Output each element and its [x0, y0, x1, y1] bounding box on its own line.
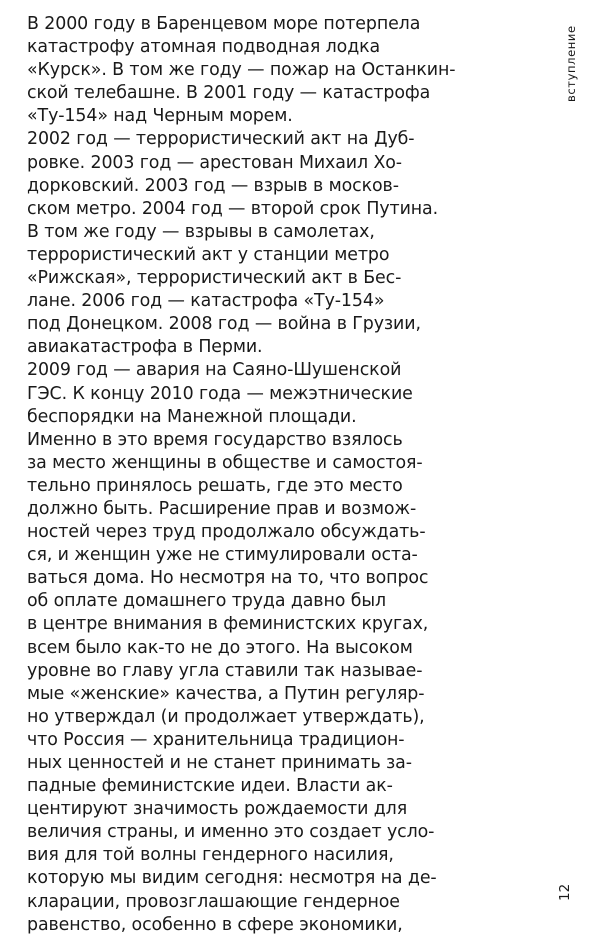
text-line: в центре внимания в феминистских кругах,: [27, 614, 429, 635]
text-line: что Россия — хранительница традицион-: [27, 729, 405, 750]
text-line: «Ту-154» над Черным морем.: [27, 106, 293, 127]
text-line: лане. 2006 год — катастрофа «Ту-154»: [27, 291, 385, 312]
text-line: должно быть. Расширение прав и возмож-: [27, 498, 417, 519]
text-line: Именно в это время государство взялось: [27, 429, 403, 450]
text-line: тельно принялось решать, где это место: [27, 475, 403, 496]
text-line: мые «женские» качества, а Путин регуляр-: [27, 683, 425, 704]
text-line: ском метро. 2004 год — второй срок Путина.: [27, 198, 439, 219]
text-line: В том же году — взрывы в самолетах,: [27, 221, 375, 242]
page-number: [555, 877, 575, 903]
text-line: В 2000 году в Баренцевом море потерпела: [27, 14, 421, 34]
text-line: ся, и женщин уже не стимулировали оста-: [27, 545, 418, 566]
text-line: ГЭС. К концу 2010 года — межэтнические: [27, 383, 413, 404]
text-line: ных ценностей и не станет принимать за-: [27, 753, 412, 773]
text-line: «Курск». В том же году — пожар на Останкин-: [27, 60, 456, 81]
text-line: «Рижская», террористический акт в Бес-: [27, 268, 402, 289]
text-line: центируют значимость рождаемости для: [27, 799, 408, 820]
text-line: катастрофу атомная подводная лодка: [27, 37, 381, 58]
text-line: ваться дома. Но несмотря на то, что вопрос: [27, 568, 429, 589]
text-line: которую мы видим сегодня: несмотря на де-: [27, 868, 437, 889]
text-line: равенство, особенно в сфере экономики,: [27, 914, 403, 935]
text-line: 2002 год — террористический акт на Дуб-: [27, 129, 415, 150]
text-line: за место женщины в обществе и самостоя-: [27, 452, 423, 473]
text-line: дорковский. 2003 год — взрыв в москов-: [27, 175, 399, 196]
text-line: ской телебашне. В 2001 году — катастрофа: [27, 83, 431, 104]
page-number-text: 12: [557, 883, 573, 901]
text-line: под Донецком. 2008 год — война в Грузии,: [27, 314, 421, 335]
text-line: всем было как-то не до этого. На высоком: [27, 637, 413, 658]
text-line: но утверждал (и продолжает утверждать),: [27, 706, 425, 727]
text-line: авиакатастрофа в Перми.: [27, 337, 263, 358]
text-line: кларации, провозглашающие гендерное: [27, 891, 400, 912]
text-line: ровке. 2003 год — арестован Михаил Хо-: [27, 152, 402, 173]
text-line: вия для той волны гендерного насилия,: [27, 845, 394, 866]
text-line: об оплате домашнего труда давно был: [27, 591, 386, 612]
text-line: 2009 год — авария на Саяно-Шушенской: [27, 360, 402, 381]
text-line: величия страны, и именно это создает усло-: [27, 822, 435, 843]
text-line: террористический акт у станции метро: [27, 244, 390, 265]
text-line: ностей через труд продолжало обсуждать-: [27, 522, 426, 543]
body-text: [27, 13, 527, 937]
text-line: уровне во главу угла ставили так называе-: [27, 660, 423, 681]
text-line: беспорядки на Манежной площади.: [27, 406, 357, 427]
section-label-text: вступление: [564, 25, 578, 102]
text-line: падные феминистские идеи. Власти ак-: [27, 776, 393, 797]
section-label: [560, 16, 580, 106]
